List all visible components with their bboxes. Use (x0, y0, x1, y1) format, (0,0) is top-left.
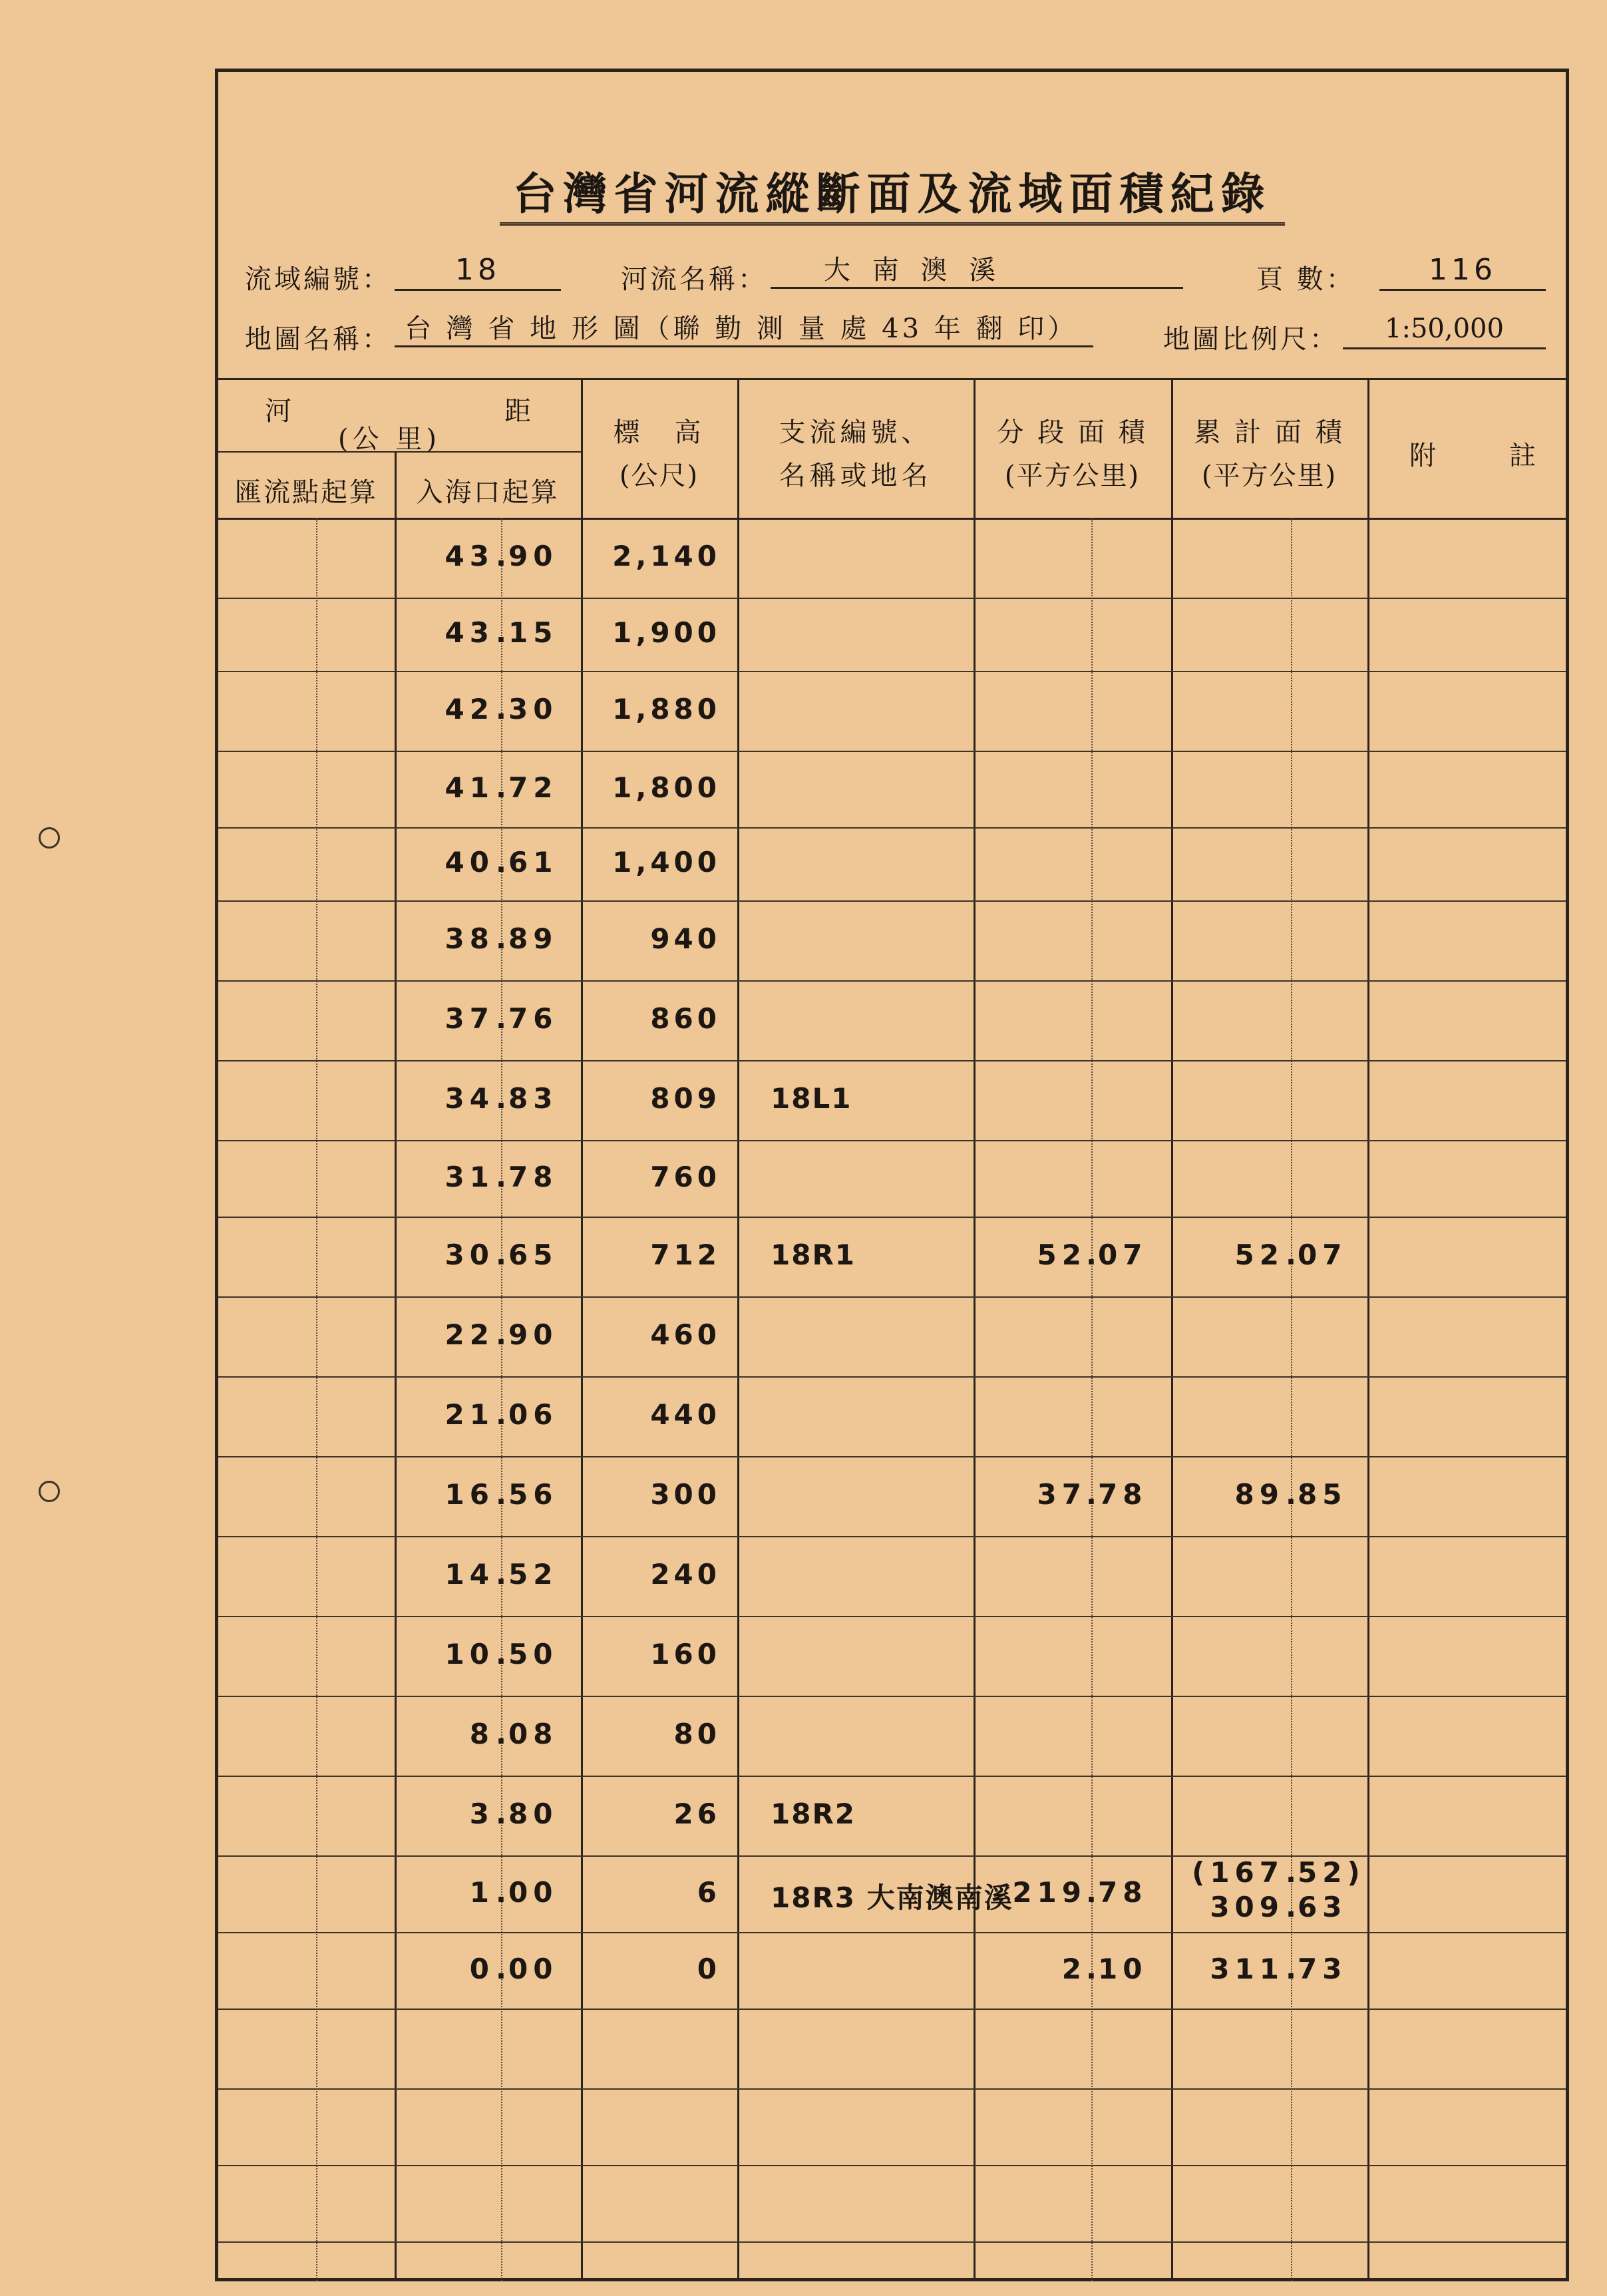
distance-from-sea-int: 22 (445, 1318, 494, 1351)
distance-decimal-point: . (496, 693, 512, 725)
distance-from-sea-dec: 76 (508, 1002, 558, 1035)
row-separator (218, 2241, 1566, 2243)
header-river-distance-a: 河 (265, 396, 295, 427)
distance-decimal-point: . (496, 540, 512, 572)
segment-decimal-point: . (1086, 1876, 1102, 1909)
distance-decimal-point: . (496, 1082, 512, 1115)
segment-area-dec: 78 (1098, 1876, 1148, 1909)
row-separator (218, 751, 1566, 752)
header-cumulative-area: 累 計 面 積 (1194, 417, 1345, 448)
cumulative-area-dec: 85 (1298, 1478, 1347, 1511)
distance-from-sea-dec: 30 (508, 693, 558, 725)
row-separator (218, 827, 1566, 829)
segment-decimal-point: . (1086, 1953, 1102, 1985)
river-name: 大 南 澳 溪 (771, 252, 1183, 289)
distance-from-sea-dec: 89 (508, 922, 558, 955)
distance-decimal-point: . (496, 616, 512, 649)
segment-area-dec: 07 (1098, 1239, 1148, 1271)
distance-from-sea-dec: 52 (508, 1558, 558, 1591)
elevation-value: 940 (650, 922, 721, 955)
decimal-guide-3 (1091, 518, 1093, 2281)
row-separator (218, 1060, 1566, 1061)
distance-from-sea-dec: 90 (508, 540, 558, 572)
distance-from-sea-int: 16 (445, 1478, 494, 1511)
distance-from-sea-int: 3 (469, 1798, 494, 1830)
col-line-1 (395, 451, 397, 2281)
cumulative-area-alt-dec: 52) (1298, 1856, 1365, 1889)
elevation-value: 0 (697, 1953, 721, 1985)
row-separator (218, 1855, 1566, 1857)
segment-area-dec: 78 (1098, 1478, 1148, 1511)
page-number-label: 頁 數： (1256, 264, 1355, 295)
row-separator (218, 2088, 1566, 2090)
row-separator (218, 2165, 1566, 2166)
distance-from-sea-dec: 06 (508, 1398, 558, 1431)
segment-area-int: 2 (1061, 1953, 1087, 1985)
header-top-rule (218, 378, 1566, 380)
row-separator (218, 1217, 1566, 1218)
distance-decimal-point: . (496, 1638, 512, 1670)
header-bottom-rule (218, 518, 1566, 520)
col-line-4 (974, 378, 976, 2281)
distance-from-sea-int: 41 (445, 771, 494, 804)
cumulative-area-int: 52 (1234, 1239, 1284, 1271)
distance-from-sea-dec: 15 (508, 616, 558, 649)
document-title: 台灣省河流縱斷面及流域面積紀錄 (218, 158, 1566, 222)
elevation-value: 240 (650, 1558, 721, 1591)
row-separator (218, 900, 1566, 902)
cumulative-alt-decimal-point: . (1286, 1856, 1302, 1889)
row-separator (218, 671, 1566, 672)
distance-from-sea-int: 43 (445, 616, 494, 649)
distance-decimal-point: . (496, 1161, 512, 1193)
row-separator (218, 1696, 1566, 1697)
distance-from-sea-dec: 90 (508, 1318, 558, 1351)
distance-from-sea-dec: 00 (508, 1876, 558, 1909)
header-cumulative-area-unit: (平方公里) (1201, 461, 1338, 491)
segment-decimal-point: . (1086, 1478, 1102, 1511)
row-separator (218, 1376, 1566, 1378)
basin-number: 18 (395, 252, 561, 291)
decimal-guide-4 (1291, 518, 1292, 2281)
distance-decimal-point: . (496, 1718, 512, 1750)
header-from-sea: 入海口起算 (416, 477, 560, 508)
elevation-value: 440 (650, 1398, 721, 1431)
col-line-5 (1171, 378, 1173, 2281)
distance-from-sea-dec: 56 (508, 1478, 558, 1511)
map-scale: 1:50,000 (1343, 310, 1546, 349)
cumulative-area-dec: 73 (1298, 1953, 1347, 1985)
elevation-value: 1,900 (612, 616, 721, 649)
row-separator (218, 598, 1566, 599)
distance-from-sea-int: 40 (445, 846, 494, 878)
cumulative-area-alt-int: (167 (1192, 1856, 1284, 1889)
header-tributary-a: 支流編號、 (779, 417, 932, 448)
segment-area-dec: 10 (1098, 1953, 1148, 1985)
elevation-value: 2,140 (612, 540, 721, 572)
header-remarks-a: 附 (1409, 441, 1440, 471)
distance-from-sea-dec: 61 (508, 846, 558, 878)
distance-decimal-point: . (496, 1478, 512, 1511)
decimal-guide-1 (316, 518, 317, 2281)
tributary-code: 18R2 (771, 1798, 856, 1830)
tributary-code: 18R3 大南澳南溪 (771, 1881, 1013, 1914)
distance-from-sea-int: 34 (445, 1082, 494, 1115)
header-remarks-b: 註 (1509, 441, 1540, 471)
elevation-value: 1,400 (612, 846, 721, 878)
cumulative-area-int: 89 (1234, 1478, 1284, 1511)
segment-area-int: 37 (1037, 1478, 1087, 1511)
distance-from-sea-int: 31 (445, 1161, 494, 1193)
cumulative-decimal-point: . (1286, 1478, 1302, 1511)
elevation-value: 712 (650, 1239, 721, 1271)
basin-number-label: 流域編號： (245, 264, 391, 295)
distance-decimal-point: . (496, 1876, 512, 1909)
binder-hole-bottom (39, 1481, 60, 1502)
row-separator (218, 2009, 1566, 2010)
river-name-label: 河流名稱： (621, 264, 767, 295)
row-separator (218, 1616, 1566, 1617)
distance-decimal-point: . (496, 771, 512, 804)
tributary-code: 18R1 (771, 1239, 856, 1271)
segment-area-int: 52 (1037, 1239, 1087, 1271)
elevation-value: 80 (673, 1718, 721, 1750)
page-number: 116 (1379, 252, 1546, 291)
row-separator (218, 1296, 1566, 1298)
map-name: 台 灣 省 地 形 圖（聯 勤 測 量 處 43 年 翻 印） (395, 310, 1093, 347)
segment-area-int: 219 (1012, 1876, 1087, 1909)
header-river-distance-b: 距 (504, 396, 535, 427)
header-distance-unit: (公 里) (338, 424, 441, 455)
header-elevation: 標 高 (613, 417, 705, 448)
distance-from-sea-dec: 83 (508, 1082, 558, 1115)
header-tributary-b: 名稱或地名 (779, 461, 932, 491)
distance-decimal-point: . (496, 1798, 512, 1830)
distance-from-sea-dec: 72 (508, 771, 558, 804)
map-name-label: 地圖名稱： (245, 324, 391, 355)
elevation-value: 460 (650, 1318, 721, 1351)
distance-from-sea-int: 0 (469, 1953, 494, 1985)
cumulative-area-int: 309 (1210, 1891, 1284, 1923)
header-segment-area-unit: (平方公里) (1004, 461, 1141, 491)
distance-from-sea-int: 43 (445, 540, 494, 572)
distance-from-sea-int: 38 (445, 922, 494, 955)
header-elevation-unit: (公尺) (619, 461, 699, 491)
distance-from-sea-int: 21 (445, 1398, 494, 1431)
distance-from-sea-dec: 50 (508, 1638, 558, 1670)
elevation-value: 160 (650, 1638, 721, 1670)
header-segment-area: 分 段 面 積 (997, 417, 1148, 448)
distance-from-sea-dec: 65 (508, 1239, 558, 1271)
distance-decimal-point: . (496, 1318, 512, 1351)
distance-decimal-point: . (496, 1953, 512, 1985)
distance-from-sea-dec: 00 (508, 1953, 558, 1985)
cumulative-area-int: 311 (1210, 1953, 1284, 1985)
distance-from-sea-int: 8 (469, 1718, 494, 1750)
segment-decimal-point: . (1086, 1239, 1102, 1271)
distance-from-sea-int: 37 (445, 1002, 494, 1035)
form-frame (215, 69, 1569, 2281)
distance-decimal-point: . (496, 1558, 512, 1591)
distance-from-sea-int: 14 (445, 1558, 494, 1591)
cumulative-decimal-point: . (1286, 1953, 1302, 1985)
distance-from-sea-dec: 78 (508, 1161, 558, 1193)
row-separator (218, 1932, 1566, 1933)
cumulative-decimal-point: . (1286, 1239, 1302, 1271)
row-separator (218, 1456, 1566, 1457)
distance-decimal-point: . (496, 1002, 512, 1035)
binder-hole-top (39, 827, 60, 849)
distance-decimal-point: . (496, 1398, 512, 1431)
elevation-value: 26 (673, 1798, 721, 1830)
distance-from-sea-int: 10 (445, 1638, 494, 1670)
cumulative-area-dec: 07 (1298, 1239, 1347, 1271)
map-scale-label: 地圖比例尺： (1163, 324, 1339, 355)
elevation-value: 300 (650, 1478, 721, 1511)
distance-from-sea-int: 1 (469, 1876, 494, 1909)
row-separator (218, 1536, 1566, 1537)
elevation-value: 809 (650, 1082, 721, 1115)
distance-decimal-point: . (496, 1239, 512, 1271)
distance-from-sea-dec: 80 (508, 1798, 558, 1830)
tributary-code: 18L1 (771, 1082, 852, 1115)
elevation-value: 860 (650, 1002, 721, 1035)
col-line-3 (737, 378, 739, 2281)
elevation-value: 760 (650, 1161, 721, 1193)
elevation-value: 1,880 (612, 693, 721, 725)
distance-from-sea-dec: 08 (508, 1718, 558, 1750)
elevation-value: 6 (697, 1876, 721, 1909)
col-line-6 (1367, 378, 1369, 2281)
cumulative-decimal-point: . (1286, 1891, 1302, 1923)
header-from-confluence: 匯流點起算 (235, 477, 378, 508)
distance-from-sea-int: 42 (445, 693, 494, 725)
distance-decimal-point: . (496, 846, 512, 878)
elevation-value: 1,800 (612, 771, 721, 804)
row-separator (218, 980, 1566, 982)
cumulative-area-dec: 63 (1298, 1891, 1347, 1923)
distance-decimal-point: . (496, 922, 512, 955)
row-separator (218, 1140, 1566, 1141)
row-separator (218, 1776, 1566, 1777)
distance-from-sea-int: 30 (445, 1239, 494, 1271)
